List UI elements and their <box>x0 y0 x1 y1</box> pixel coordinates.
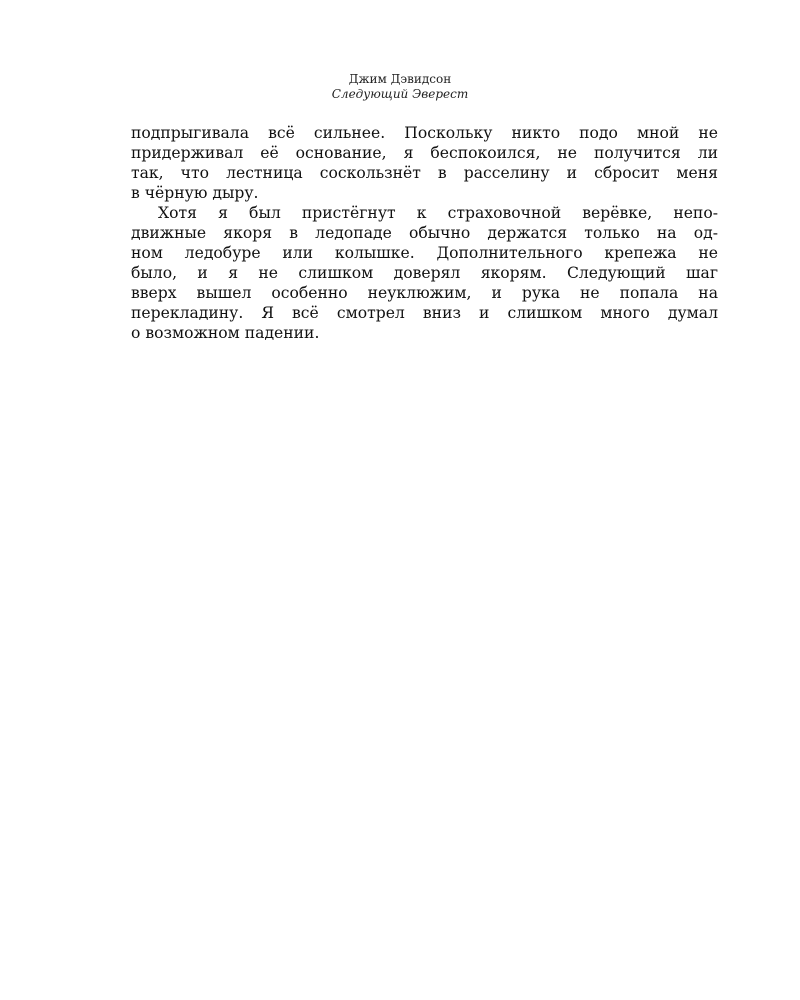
paragraph <box>131 203 718 343</box>
text-line: Хотя я был пристёгнут к страховочной верёвке, непо- <box>158 204 718 222</box>
text-line: движные якоря в ледопаде обычно держатся только на од- <box>131 224 718 242</box>
text-line: перекладину. Я всё смотрел вниз и слишком много думал <box>131 304 718 322</box>
text-line: о возможном падении. <box>131 324 320 342</box>
text-line: так, что лестница соскользнёт в расселину и сбросит меня <box>131 164 718 182</box>
paragraph <box>131 123 718 203</box>
text-line: подпрыгивала всё сильнее. Поскольку никто подо мной не <box>131 124 718 142</box>
header-book-title: Следующий Эверест <box>331 87 469 101</box>
header-author: Джим Дэвидсон <box>348 72 452 86</box>
body-text <box>131 123 718 343</box>
text-line: ном ледобуре или колышке. Дополнительного крепежа не <box>131 244 718 262</box>
text-line: придерживал её основание, я беспокоился, не получится ли <box>131 144 718 162</box>
text-line: в чёрную дыру. <box>131 184 259 202</box>
text-line: было, и я не слишком доверял якорям. Следующий шаг <box>131 264 718 282</box>
text-line: вверх вышел особенно неуклюжим, и рука не попала на <box>131 284 718 302</box>
running-header <box>0 72 800 102</box>
